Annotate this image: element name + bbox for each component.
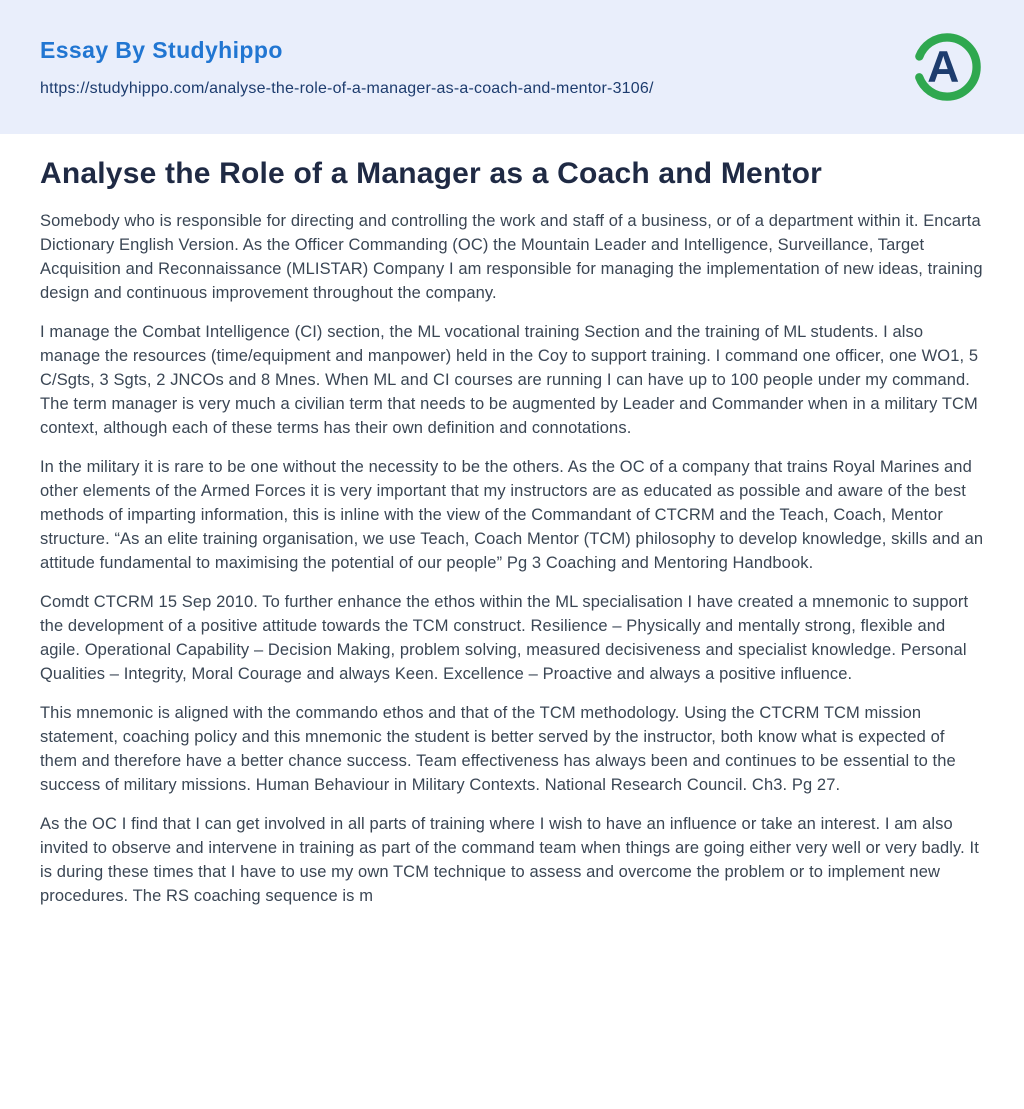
essay-paragraph-3: In the military it is rare to be one without the necessity to be the others. As the OC of a company that trains Royal Marines and other elements of the Armed Forces it is very important that my instructors are as educated as possible and aware of the best methods of imparting information, this is inline with the view of the Commandant of CTCRM and the Teach, Coach, Mentor structure. “As an elite training organisation, we use Teach, Coach Mentor (TCM) philosophy to develop knowledge, skills and an attitude fundamental to maximising the potential of our people” Pg 3 Coaching and Mentoring Handbook. bbox=[40, 458, 984, 573]
header-text-block bbox=[40, 37, 654, 98]
essay-title: Analyse the Role of a Manager as a Coach and Mentor bbox=[40, 157, 823, 190]
essay-content bbox=[0, 134, 1024, 908]
essay-paragraph-6: As the OC I find that I can get involved in all parts of training where I wish to have an influence or take an interest. I am also invited to observe and intervene in training as part of the command team when things are going either very well or very badly. It is during these times that I have to use my own TCM technique to assess and overcome the problem or to implement new procedures. The RS coaching sequence is m bbox=[40, 815, 979, 906]
logo-letter: A bbox=[927, 42, 960, 92]
essay-paragraph-1: Somebody who is responsible for directing and controlling the work and staff of a business, or of a department within it. Encarta Dictionary English Version. As the Officer Commanding (OC) the Mountain Leader and Intelligence, Surveillance, Target Acquisition and Reconnaissance (MLISTAR) Company I am responsible for managing the implementation of new ideas, training design and continuous improvement throughout the company. bbox=[40, 212, 983, 303]
essay-paragraph-4: Comdt CTCRM 15 Sep 2010. To further enhance the ethos within the ML specialisation I have created a mnemonic to support the development of a positive attitude towards the TCM construct. Resilience – Physically and mentally strong, flexible and agile. Operational Capability – Decision Making, problem solving, measured decisiveness and specialist knowledge. Personal Qualities – Integrity, Moral Courage and always Keen. Excellence – Proactive and always a positive influence. bbox=[40, 593, 969, 684]
site-title: Essay By Studyhippo bbox=[40, 36, 283, 63]
site-header bbox=[0, 0, 1024, 134]
studyhippo-logo-icon bbox=[910, 30, 984, 104]
essay-paragraph-5: This mnemonic is aligned with the commando ethos and that of the TCM methodology. Using the CTCRM TCM mission statement, coaching policy and this mnemonic the student is better served by the instructor, both know what is expected of them and therefore have a better chance success. Team effectiveness has always been and continues to be essential to the success of military missions. Human Behaviour in Military Contexts. National Research Council. Ch3. Pg 27. bbox=[40, 704, 956, 795]
page-url-link[interactable]: https://studyhippo.com/analyse-the-role-of-a-manager-as-a-coach-and-mentor-3106/ bbox=[40, 79, 654, 97]
essay-paragraph-2: I manage the Combat Intelligence (CI) section, the ML vocational training Section and the training of ML students. I also manage the resources (time/equipment and manpower) held in the Coy to support training. I command one officer, one WO1, 5 C/Sgts, 3 Sgts, 2 JNCOs and 8 Mnes. When ML and CI courses are running I can have up to 100 people under my command. The term manager is very much a civilian term that needs to be augmented by Leader and Commander when in a military TCM context, although each of these terms has their own definition and connotations. bbox=[40, 323, 979, 438]
